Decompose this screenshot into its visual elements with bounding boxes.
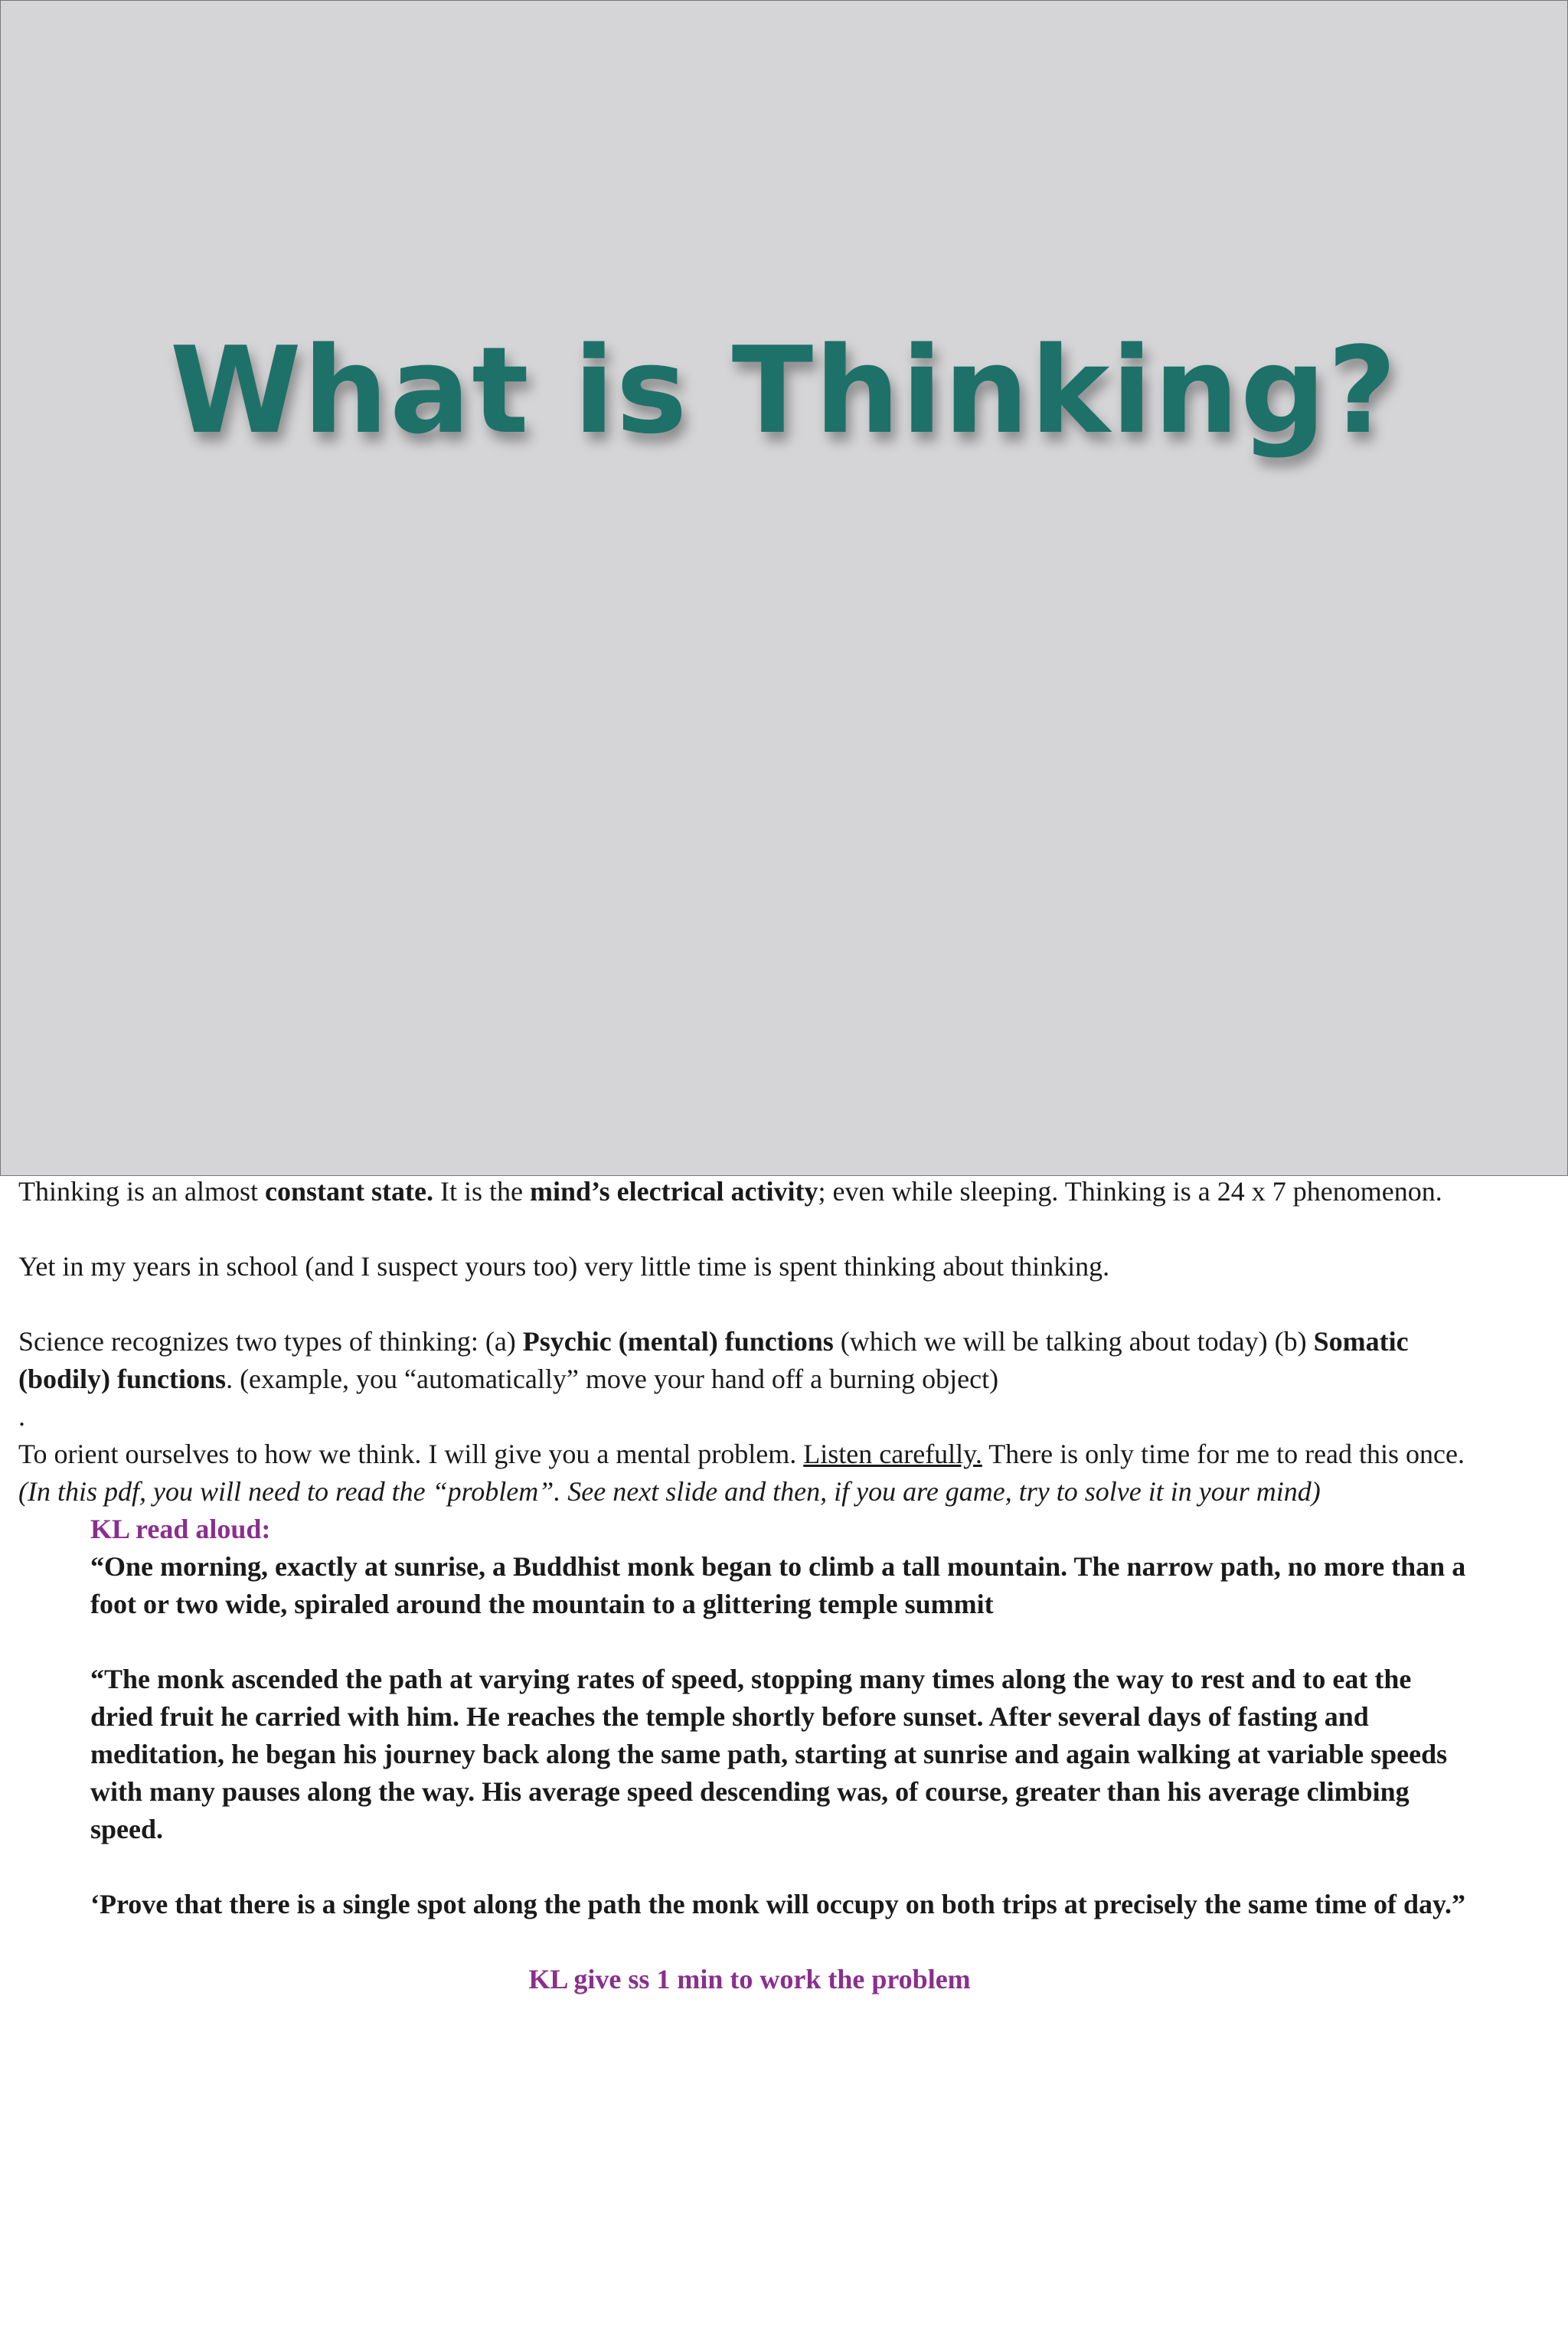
speaker-notes [18, 1173, 1481, 1998]
story-paragraph-2: “The monk ascended the path at varying rates of speed, stopping many times along the way to rest and to eat the dried fruit he carried with him. He reaches the temple shortly before sunset. After several days of fasting and meditation, he began his journey back along the same path, starting at sunrise and again walking at variable speeds with many pauses along the way. His average speed descending was, of course, greater than his average climbing speed. [90, 1664, 1448, 1844]
story-paragraph-3: ‘Prove that there is a single spot along the path the monk will occupy on both trips at precisely the same time of day.” [90, 1889, 1465, 1919]
spacer [90, 1848, 1481, 1886]
spacer [90, 1923, 1481, 1961]
read-aloud-block [18, 1511, 1481, 1961]
read-aloud-label: KL read aloud: [90, 1514, 271, 1544]
bold-electrical-activity: mind’s electrical activity [529, 1176, 818, 1207]
notes-paragraph-thinking-state [18, 1173, 1481, 1210]
text-run: There is only time for me to read this once. [982, 1439, 1465, 1469]
text-run: ; even while sleeping. Thinking is a 24 x 7 phenomenon. [818, 1176, 1442, 1207]
italic-pdf-note: (In this pdf, you will need to read the “problem”. See next slide and then, if you are game, try to solve it in your mind) [18, 1476, 1321, 1507]
notes-paragraph-types [18, 1323, 1481, 1398]
text-run: It is the [433, 1176, 530, 1207]
story-paragraph-1: “One morning, exactly at sunrise, a Buddhist monk began to climb a tall mountain. The narrow path, no more than a foot or two wide, spiraled around the mountain to a glittering temple summit [90, 1551, 1466, 1619]
spacer [18, 1285, 1481, 1323]
bold-somatic-functions: Somatic (bodily) functions [18, 1326, 1409, 1394]
text-run: Thinking is an almost [18, 1176, 265, 1207]
text-run: To orient ourselves to how we think. I will give you a mental problem. [18, 1439, 804, 1469]
underlined-listen-carefully: Listen carefully. [803, 1439, 982, 1469]
slide-title: What is Thinking? [169, 321, 1399, 460]
bold-psychic-functions: Psychic (mental) functions [522, 1326, 834, 1357]
text-run: (which we will be talking about today) (b) [833, 1326, 1314, 1357]
text-run: Science recognizes two types of thinking: (a) [18, 1326, 523, 1357]
stray-period: . [18, 1401, 25, 1432]
text-run: . (example, you “automatically” move your hand off a burning object) [226, 1364, 999, 1394]
notes-paragraph-school: Yet in my years in school (and I suspect yours too) very little time is spent thinking about thinking. [18, 1251, 1110, 1282]
notes-paragraph-orient [18, 1436, 1481, 1511]
bold-constant-state: constant state. [264, 1176, 433, 1207]
spacer [18, 1210, 1481, 1248]
spacer [90, 1623, 1481, 1661]
instruction-line: KL give ss 1 min to work the problem [528, 1964, 971, 1994]
